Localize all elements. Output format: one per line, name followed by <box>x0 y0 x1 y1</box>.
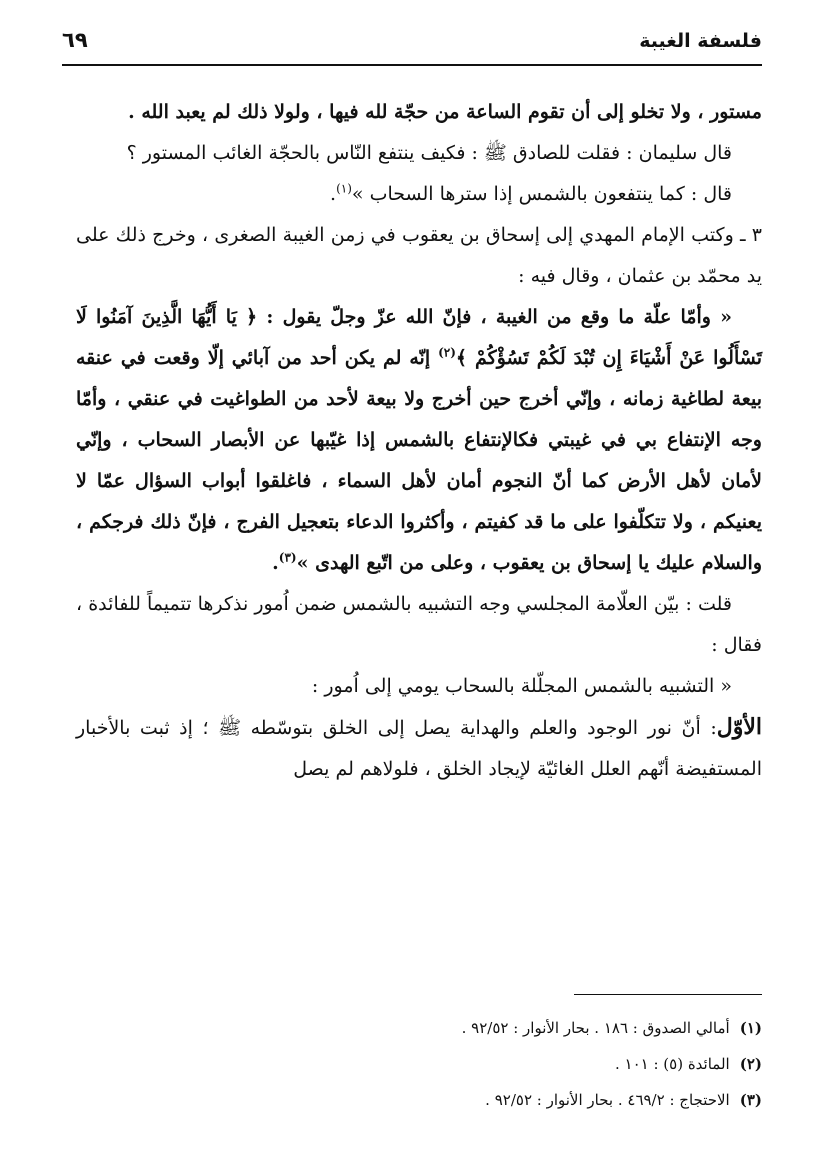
footnote-text: الاحتجاج : ٤٦٩/٢ . بحار الأنوار : ٩٢/٥٢ . <box>485 1091 730 1109</box>
footnote-3 <box>62 1082 762 1118</box>
paragraph-5 <box>76 297 762 584</box>
paragraph-8-text: : أنّ نور الوجود والعلم والهداية يصل إلى الخلق بتوسّطه ﷺ ؛ إذ ثبت بالأخبار المستفيضة أنّهم العلل الغائيّة لإيجاد الخلق ، فلولاهم لم يصل <box>76 717 762 780</box>
footnote-number: (٣) <box>739 1091 762 1109</box>
paragraph-3-end: . <box>330 183 337 205</box>
footnotes <box>62 1010 762 1118</box>
main-text <box>76 92 762 790</box>
footnote-text: المائدة (٥) : ١٠١ . <box>614 1055 730 1073</box>
footnote-number: (٢) <box>739 1055 762 1073</box>
paragraph-6: قلت : بيّن العلّامة المجلسي وجه التشبيه بالشمس ضمن اُمور نذكرها تتميماً للفائدة ، فقال : <box>76 593 762 656</box>
paragraph-5-part-a: « وأمّا علّة ما وقع من الغيبة ، فإنّ الله عزّ وجلّ يقول : ﴿ يَا أَيُّهَا الَّذِينَ آمَنُوا لَا تَسْأَلُوا عَنْ أَشْيَاءَ إِن تُبْدَ لَكُمْ تَسُؤْكُمْ ﴾ <box>76 306 763 369</box>
footnote-divider <box>574 994 762 995</box>
paragraph-4: ٣ ـ وكتب الإمام المهدي إلى إسحاق بن يعقوب في زمن الغيبة الصغرى ، وخرج ذلك على يد محمّد بن عثمان ، وقال فيه : <box>76 224 762 287</box>
paragraph-7: « التشبيه بالشمس المجلّلة بالسحاب يومي إلى اُمور : <box>311 675 732 697</box>
page-header <box>62 24 762 66</box>
paragraph-3 <box>76 174 762 215</box>
paragraph-5-part-b: إنّه لم يكن أحد من آبائي إلّا وقعت في عنقه بيعة لطاغية زمانه ، وإنّي أخرج حين أخرج ولا بيعة لأحد من الطواغيت في عنقي ، وأمّا وجه الإنتفاع بي في غيبتي فكالإنتفاع بالشمس إذا غيّبها عن الأبصار السحاب ، وإنّي لأمان لأهل الأرض كما أنّ النجوم أمان لأهل السماء ، فاغلقوا أبواب السؤال عمّا لا يعنيكم ، ولا تتكلّفوا على ما قد كفيتم ، وأكثروا الدعاء بتعجيل الفرج ، فإنّ ذلك فرجكم ، والسلام عليك يا إسحاق بن يعقوب ، وعلى من اتّبع الهدى » <box>76 347 762 574</box>
paragraph-8-lead: الأوّل <box>716 714 762 740</box>
paragraph-3-text: قال : كما ينتفعون بالشمس إذا سترها السحاب » <box>351 183 732 205</box>
page-number: ٦٩ <box>62 28 88 52</box>
footnote-1 <box>62 1010 762 1046</box>
footnote-ref-1: (١) <box>336 181 352 196</box>
footnote-2 <box>62 1046 762 1082</box>
footnote-text: أمالي الصدوق : ١٨٦ . بحار الأنوار : ٩٢/٥٢ . <box>461 1019 730 1037</box>
running-title: فلسفة الغيبة <box>639 30 762 52</box>
paragraph-8 <box>76 707 762 790</box>
paragraph-2: قال سليمان : فقلت للصادق ﷺ : فكيف ينتفع النّاس بالحجّة الغائب المستور ؟ <box>126 142 732 164</box>
footnote-ref-2: (٢) <box>438 345 456 360</box>
paragraph-5-end: . <box>272 552 279 574</box>
footnote-ref-3: (٣) <box>278 550 297 565</box>
paragraph-1: مستور ، ولا تخلو إلى أن تقوم الساعة من حجّة لله فيها ، ولولا ذلك لم يعبد الله . <box>128 101 762 123</box>
footnote-number: (١) <box>739 1019 762 1037</box>
